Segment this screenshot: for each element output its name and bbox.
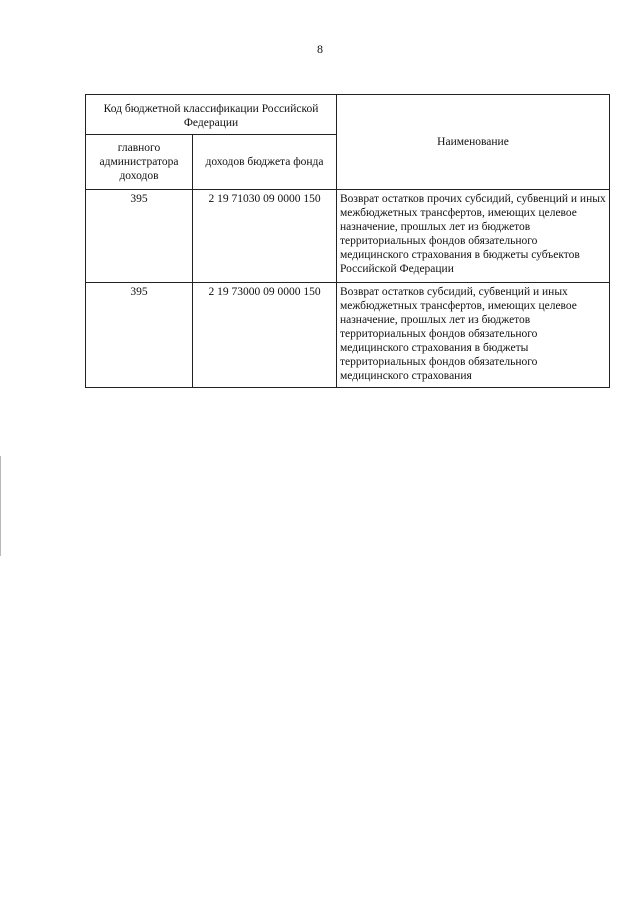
cell-admin-code: 395 [86,190,193,283]
budget-classification-table [85,94,610,388]
table-row [86,283,610,388]
cell-name: Возврат остатков субсидий, субвенций и иных межбюджетных трансфертов, имеющих целевое назначение, прошлых лет из бюджетов территориальных фондов обязательного медицинского страхования в бюджеты территориальных фондов обязательного медицинского страхования [337,283,610,388]
header-income-code: доходов бюджета фонда [193,135,337,190]
table-row [86,190,610,283]
header-name: Наименование [337,95,610,190]
scan-edge-mark [0,456,1,556]
table-header-row [86,95,610,135]
cell-income-code: 2 19 73000 09 0000 150 [193,283,337,388]
cell-name: Возврат остатков прочих субсидий, субвенций и иных межбюджетных трансфертов, имеющих целевое назначение, прошлых лет из бюджетов территориальных фондов обязательного медицинского страхования в бюджеты субъектов Российской Федерации [337,190,610,283]
page-number: 8 [317,42,323,56]
header-classification-code: Код бюджетной классификации Российской Федерации [86,95,337,135]
header-admin: главного администратора доходов [86,135,193,190]
cell-income-code: 2 19 71030 09 0000 150 [193,190,337,283]
cell-admin-code: 395 [86,283,193,388]
